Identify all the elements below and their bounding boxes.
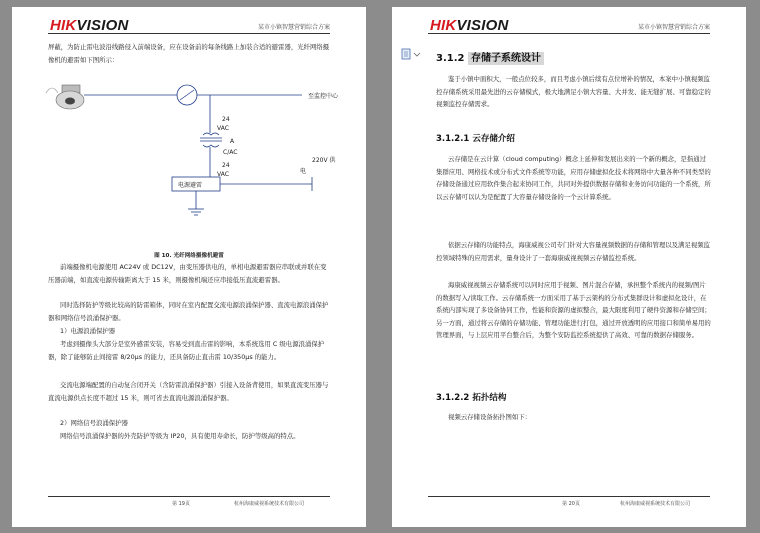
surge-protector-symbol — [177, 85, 197, 105]
footer-rule — [428, 496, 710, 497]
paragraph-protection-box: 同时选择防护等级比较高的防雷箱体，同时在室内配置交流电源浪涌保护器、直流电源浪涌保护器和网络信号浪涌保护器。 — [48, 301, 329, 322]
hikvision-logo: HIKVISION — [430, 17, 509, 34]
label-220v: 220V 供 — [312, 157, 336, 164]
document-outline-icon[interactable] — [401, 48, 423, 60]
paragraph-cloud-system: 海康威视视频云存储系统可以同时应用于视频、图片混合存储，承担整个系统内的视频/图片的数据写入/读取工作。云存储系统一方面采用了基于云架构的分布式集群设计和虚拟化设计，在系统内部实现了多设备协同工作，性能和资源的虚拟整合，最大限度利用了硬件资源和存储空间；另一方面，通过将云存储的存储功能、管理功能进行打包，通过开放透明的应用接口和简单易用的管理界面，与上层应用平台整合后，为整个安防监控系统提供了高效、可靠的数据存储服务。 — [436, 281, 711, 339]
footer-page-number: 第 20页 — [562, 501, 580, 507]
footer-company: 杭州海康威视系统技术有限公司 — [620, 501, 691, 507]
paragraph-topology-intro: 视频云存储设备拓扑图如下： — [448, 413, 532, 421]
transformer-symbol — [200, 133, 222, 147]
header-doc-title: 某市小镇智慧营销综合方案 — [257, 24, 330, 31]
label-24-top: 24 — [222, 116, 230, 123]
paragraph-network-surge: 网络信号浪涌保护器的外壳防护等级为 IP20，具有使用寿命长，防护等级高的特点。 — [60, 432, 300, 440]
document-page-right — [392, 7, 746, 527]
header-rule — [48, 33, 330, 34]
label-a: A — [230, 138, 235, 145]
hikvision-logo: HIKVISION — [50, 17, 129, 34]
heading-power-surge: 1）电源浪涌保护器 — [60, 327, 116, 335]
header-rule — [428, 33, 710, 34]
dome-camera-icon — [46, 85, 84, 109]
section-heading-3-1-2: 3.1.2 存储子系统设计 — [436, 49, 544, 64]
label-24-mid: 24 — [222, 162, 230, 169]
label-vac-mid: VAC — [217, 171, 229, 178]
subsection-heading-topology: 3.1.2.2 拓扑结构 — [436, 393, 507, 403]
paragraph-power-surge: 考虑到摄像头大部分是室外感雷安装，容易受到直击雷的影响，本系统选用 C 级电源浪涌保护器，除了能够防止间接雷 8/20μs 的能力，还具备防止直击雷 10/350μs 的能力。 — [48, 340, 325, 361]
label-cvac: C/AC — [223, 149, 238, 156]
paragraph-cloud-def: 云存储是在云计算（cloud computing）概念上延伸和发展出来的一个新的概念，是指通过集群应用、网格技术或分布式文件系统等功能，应用存储虚拟化技术将网络中大量各种不同类型的存储设备通过应用软件集合起来协同工作，共同对外提供数据存储和业务访问功能的一个系统，所以云存储可以认为是配置了大容量存储设备的一个云计算系统。 — [436, 155, 711, 201]
paragraph-camera-power: 前端摄像机电源使用 AC24V 或 DC12V，由变压器供电的，单相电源避雷器应串联或并联在变压器前端，如直流电源传输距离大于 15 米，则摄像机端还应串接低压直流避雷器。 — [48, 263, 327, 284]
ground-symbol — [188, 191, 204, 215]
figure-caption: 图 10. 光纤网络摄像机避雷 — [154, 253, 224, 259]
label-psu-box: 电源避雷 — [178, 182, 203, 189]
footer-rule — [48, 496, 330, 497]
intro-paragraph: 屏蔽，为防止雷电波沿线路侵入前端设备，应在设备前的每条线路上加装合适的避雷器，光纤网络摄像机的避雷如下图所示： — [48, 43, 330, 64]
footer-company: 杭州海康威视系统技术有限公司 — [234, 501, 305, 507]
section-intro: 鉴于小镇中面积大，一般点位较多，而且考虑小镇后续有点位增补的情况，本案中小镇视频监控存储系统采用最先进的云存储模式，极大地满足小镇大容量、大并发、能无缝扩展、可靠稳定的视频监控存储需求。 — [436, 75, 711, 108]
document-page-left — [12, 7, 366, 527]
label-to-center: 至监控中心 — [308, 93, 339, 100]
paragraph-cloud-features: 依据云存储的功能特点，海康威视公司专门针对大容量视频数据的存储和管理以及满足视频监控领域特殊的应用需求，量身设计了一套海康威视视频云存储监控系统。 — [436, 241, 711, 262]
heading-network-surge: 2）网络信号浪涌保护器 — [60, 419, 128, 427]
footer-page-number: 第 19页 — [172, 501, 190, 507]
header-doc-title: 某市小镇智慧营销综合方案 — [637, 24, 710, 31]
paragraph-ac-config: 交流电源端配置的自动复合闭开关（含防雷浪涌保护器）引接入设备背使用，如果直流变压器与直流电源供点长度不超过 15 米，则可省去直流电源浪涌保护器。 — [48, 381, 329, 402]
subsection-heading-cloud-storage: 3.1.2.1 云存储介绍 — [436, 134, 515, 144]
label-vac-top: VAC — [217, 125, 229, 132]
label-elec: 电 — [300, 168, 307, 175]
